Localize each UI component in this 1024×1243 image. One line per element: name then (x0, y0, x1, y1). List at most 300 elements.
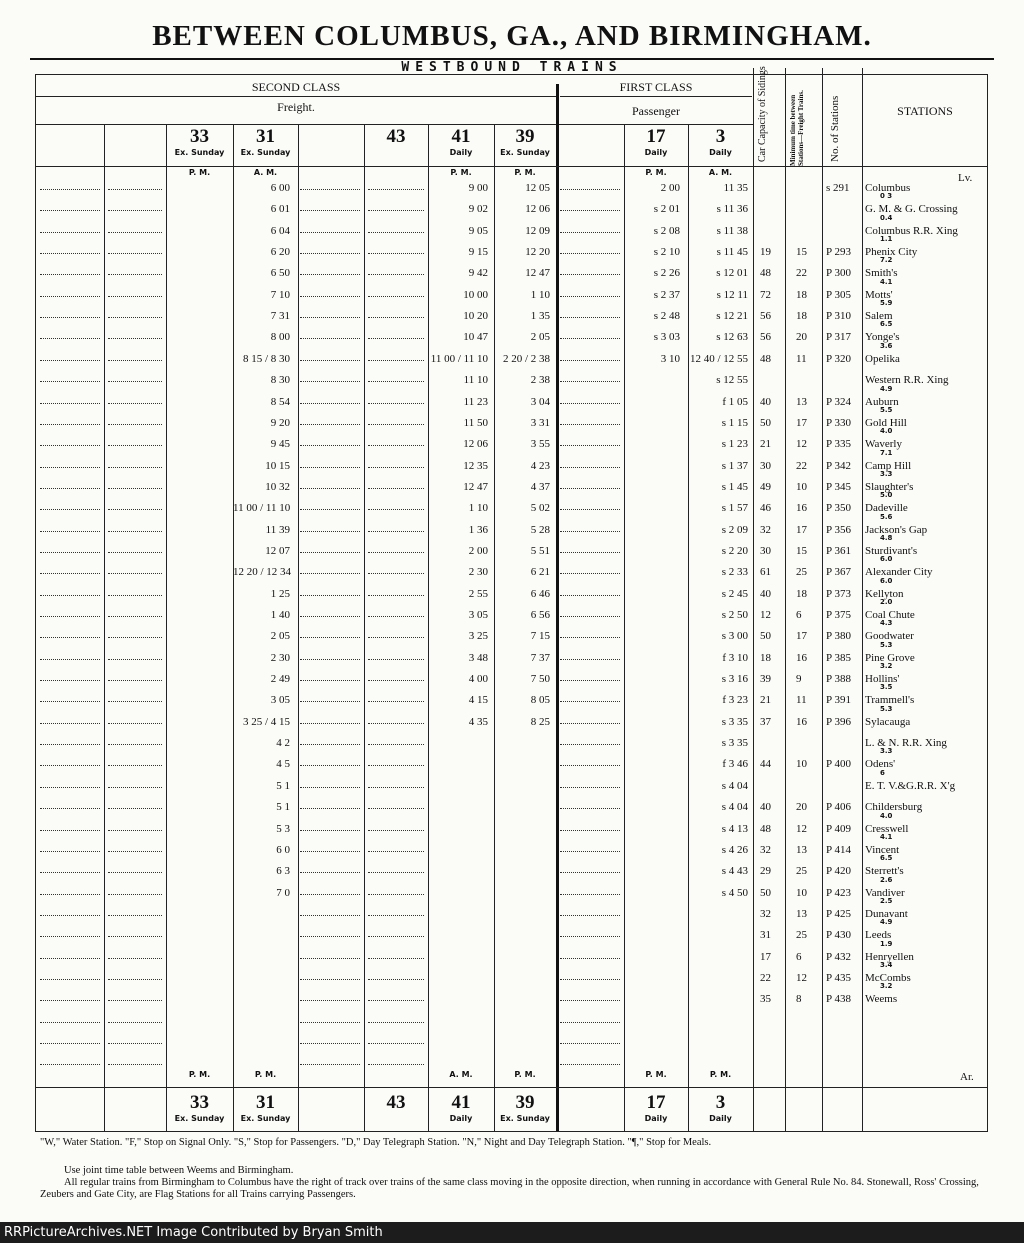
station-number: P 324 (826, 395, 851, 408)
dot-leader (108, 1022, 162, 1023)
car-capacity: 56 (760, 310, 771, 323)
station-miles: 6.5 (880, 320, 893, 329)
dot-leader (108, 894, 162, 895)
table-row (35, 619, 987, 647)
dot-leader (560, 296, 620, 297)
station-name: Opelika (865, 352, 900, 365)
car-capacity: 40 (760, 395, 771, 408)
dot-leader (40, 403, 100, 404)
dot-leader (40, 531, 100, 532)
time-t17 (624, 456, 680, 477)
header-rule (35, 124, 753, 125)
train-ampm-41: P. M. (450, 168, 472, 177)
time-t3: s 12 01 (716, 267, 748, 280)
time-t31: 2 05 (270, 630, 290, 643)
train-ampm-17: P. M. (645, 1070, 667, 1079)
time-t41: 1 36 (468, 523, 488, 536)
train-ampm-41: A. M. (449, 1070, 473, 1079)
note-2: All regular trains from Birmingham to Columbus have the right of track over trains of the same class moving in the opposite direction, when running in accordance with General Rule No. 84. Stonewall, Ross' Crossing, Zeubers and Gate City, are Flag Stations for all Trains carrying Passengers. (40, 1177, 979, 1200)
time-t17 (624, 819, 680, 840)
time-t39 (494, 883, 550, 904)
station-miles: 3.6 (880, 341, 893, 350)
time-t41: 9 05 (468, 224, 488, 237)
dot-leader (560, 701, 620, 702)
dot-leader (368, 830, 424, 831)
time-t3: f 3 10 (722, 651, 748, 664)
min-time: 8 (796, 993, 802, 1006)
dot-leader (368, 189, 424, 190)
time-t31: 6 04 (270, 224, 290, 237)
time-t17 (624, 776, 680, 797)
time-t39 (494, 797, 550, 818)
time-t3: s 12 55 (716, 374, 748, 387)
dot-leader (560, 787, 620, 788)
table-row (35, 427, 987, 455)
min-time: 6 (796, 609, 802, 621)
time-t3: s 4 50 (721, 886, 748, 899)
station-number: P 356 (826, 523, 851, 536)
time-t39: 6 46 (530, 587, 550, 600)
dot-leader (40, 616, 100, 617)
dot-leader (300, 296, 360, 297)
dot-leader (560, 595, 620, 596)
dot-leader (560, 851, 620, 852)
time-t17: s 2 26 (653, 267, 680, 280)
dot-leader (108, 744, 162, 745)
station-name: G. M. & G. Crossing (865, 203, 958, 216)
station-name: Cresswell (865, 822, 909, 835)
dot-leader (368, 680, 424, 681)
station-miles: 1.1 (880, 235, 893, 244)
dot-leader (40, 851, 100, 852)
table-row (35, 555, 987, 583)
dot-leader (300, 979, 360, 980)
dot-leader (560, 488, 620, 489)
station-miles: 5.9 (880, 299, 893, 308)
table-row (35, 256, 987, 284)
station-name: Camp Hill (865, 459, 912, 472)
table-row (35, 277, 987, 306)
time-t39: 2 38 (530, 374, 550, 387)
time-t31: 8 30 (270, 374, 290, 387)
dot-leader (300, 808, 360, 809)
time-t41 (428, 840, 488, 861)
time-t17 (624, 477, 680, 498)
time-t17: s 2 10 (653, 246, 680, 259)
station-miles: 5.3 (880, 704, 893, 713)
station-miles: 6.5 (880, 854, 893, 863)
car-capacity: 29 (760, 865, 771, 878)
table-row (35, 832, 987, 861)
table-row (35, 576, 987, 605)
time-t39 (494, 968, 550, 989)
table-row (35, 896, 987, 925)
time-t3: s 4 04 (721, 801, 748, 814)
table-row (35, 512, 987, 541)
time-t39: 7 37 (530, 651, 550, 664)
stations-header: STATIONS (897, 104, 953, 118)
dot-leader (40, 894, 100, 895)
dot-leader (300, 616, 360, 617)
dot-leader (40, 488, 100, 489)
station-miles: 4.0 (880, 427, 893, 436)
time-t17 (624, 498, 680, 519)
car-capacity (760, 733, 782, 754)
dot-leader (560, 403, 620, 404)
dot-leader (300, 1043, 360, 1044)
station-name: Yonge's (865, 331, 900, 344)
time-t31: 9 45 (270, 438, 290, 451)
station-number: P 406 (826, 801, 851, 814)
station-number (826, 370, 862, 391)
min-time: 15 (796, 246, 807, 259)
dot-leader (560, 552, 620, 553)
time-t31: 6 01 (270, 203, 290, 216)
time-t3: s 1 57 (721, 502, 748, 515)
train-ampm-31: A. M. (253, 168, 278, 177)
bottom-head-rule (35, 1087, 987, 1088)
car-capacity: 18 (760, 651, 771, 664)
station-number: P 330 (826, 416, 851, 429)
time-t3: s 3 16 (721, 673, 748, 686)
time-t17 (624, 541, 680, 562)
station-name: Sterrett's (865, 865, 904, 878)
min-time: 25 (796, 929, 807, 942)
min-time: 18 (796, 288, 807, 301)
time-t17 (624, 626, 680, 647)
time-t17 (624, 947, 680, 968)
car-capacity-header: Car Capacity of Sidings (757, 66, 768, 162)
dot-leader (40, 872, 100, 873)
time-t41 (428, 883, 488, 904)
time-t3: s 11 36 (716, 203, 748, 216)
time-t41 (428, 861, 488, 882)
dot-leader (300, 253, 360, 254)
car-capacity: 22 (760, 971, 771, 984)
time-t41 (428, 819, 488, 840)
car-capacity: 49 (760, 480, 771, 493)
min-time: 22 (796, 267, 807, 280)
dot-leader (108, 723, 162, 724)
car-capacity: 50 (760, 630, 771, 643)
table-row (35, 918, 987, 946)
dot-leader (300, 445, 360, 446)
time-t39: 7 15 (530, 630, 550, 643)
dot-leader (560, 210, 620, 211)
dot-leader (40, 744, 100, 745)
station-number: P 425 (826, 907, 851, 920)
dot-leader (560, 958, 620, 959)
station-miles: 4.9 (880, 384, 893, 393)
time-t3: 11 35 (723, 182, 748, 194)
train-note-41: Daily (449, 1114, 473, 1123)
dot-leader (108, 552, 162, 553)
dot-leader (368, 509, 424, 510)
dot-leader (108, 958, 162, 959)
table-row (35, 811, 987, 840)
dot-leader (108, 787, 162, 788)
passenger-header: Passenger (632, 104, 680, 118)
dot-leader (560, 381, 620, 382)
car-capacity: 50 (760, 886, 771, 899)
dot-leader (368, 232, 424, 233)
station-name: Phenix City (865, 246, 918, 259)
dot-leader (108, 1064, 162, 1065)
min-time (796, 776, 818, 797)
car-capacity: 21 (760, 694, 771, 707)
station-number: P 438 (826, 993, 851, 1006)
time-t17 (624, 904, 680, 925)
train-number-33: 33 (190, 126, 209, 147)
time-t41: 4 35 (468, 715, 488, 728)
dot-leader (368, 1022, 424, 1023)
dot-leader (40, 936, 100, 937)
time-t17 (624, 840, 680, 861)
first-class-header: FIRST CLASS (619, 80, 693, 94)
train-ampm-3: A. M. (708, 168, 733, 177)
time-t3: s 2 20 (721, 544, 748, 557)
train-number-41: 41 (451, 126, 471, 147)
station-number: P 409 (826, 822, 851, 835)
car-capacity (760, 199, 782, 220)
time-t3: s 4 13 (721, 822, 748, 835)
train-note-39: Ex. Sunday (500, 1114, 550, 1123)
min-time: 17 (796, 416, 807, 429)
ar-label: Ar. (960, 1071, 974, 1083)
train-note-41: Daily (449, 148, 473, 157)
station-miles: 3.3 (880, 469, 893, 478)
train-number-3: 3 (715, 1092, 726, 1113)
dot-leader (300, 210, 360, 211)
time-t39: 8 25 (530, 715, 550, 728)
time-t31: 5 3 (276, 822, 290, 835)
dot-leader (40, 253, 100, 254)
dot-leader (560, 659, 620, 660)
dot-leader (40, 424, 100, 425)
train-note-39: Ex. Sunday (500, 148, 550, 157)
station-name: Sylacauga (865, 715, 911, 728)
dot-leader (108, 232, 162, 233)
table-row (35, 235, 987, 263)
station-miles: 0.4 (880, 213, 893, 222)
min-time-header: Minimum time between Stations—Freight Trains. (789, 90, 805, 166)
dot-leader (108, 210, 162, 211)
car-capacity: 48 (760, 267, 771, 280)
dot-leader (560, 189, 620, 190)
station-name: Gold Hill (865, 416, 907, 429)
dot-leader (300, 659, 360, 660)
station-miles: 6 (880, 768, 885, 777)
second-class-header: SECOND CLASS (251, 80, 341, 94)
dot-leader (300, 830, 360, 831)
dot-leader (108, 936, 162, 937)
time-t41: 4 00 (468, 673, 488, 686)
station-miles: 2.0 (880, 598, 893, 606)
time-t39 (494, 989, 550, 1010)
station-name: Childersburg (865, 801, 923, 814)
time-t39: 12 09 (525, 224, 550, 237)
time-t31: 8 00 (270, 331, 290, 344)
station-miles: 4.0 (880, 811, 893, 820)
min-time (796, 370, 818, 391)
dot-leader (368, 701, 424, 702)
time-t31: 12 20 / 12 34 (233, 566, 292, 579)
dot-leader (560, 338, 620, 339)
dot-leader (560, 360, 620, 361)
time-t17: s 3 03 (653, 331, 680, 344)
time-t41: 11 00 / 11 10 (430, 352, 488, 365)
station-miles: 7.2 (880, 256, 893, 265)
train-number-17: 17 (646, 1092, 666, 1113)
dot-leader (108, 701, 162, 702)
dot-leader (300, 552, 360, 553)
dot-leader (108, 765, 162, 766)
dot-leader (368, 958, 424, 959)
time-t31: 7 31 (270, 310, 290, 323)
min-time: 16 (796, 651, 807, 664)
station-number: P 396 (826, 715, 851, 728)
train-note-33: Ex. Sunday (174, 1114, 225, 1123)
dot-leader (300, 936, 360, 937)
station-miles: 3.4 (880, 960, 893, 969)
dot-leader (560, 979, 620, 980)
time-t31 (233, 968, 290, 989)
car-capacity: 37 (760, 715, 771, 728)
dot-leader (368, 488, 424, 489)
dot-leader (108, 830, 162, 831)
car-capacity: 32 (760, 523, 771, 536)
time-t17: s 2 48 (653, 310, 680, 323)
min-time: 13 (796, 843, 807, 856)
min-time: 20 (796, 801, 807, 814)
dot-leader (40, 360, 100, 361)
car-capacity: 44 (760, 758, 771, 771)
frame-bottom (35, 1131, 987, 1132)
dot-leader (560, 253, 620, 254)
time-t41: 9 00 (468, 182, 488, 194)
station-name: Alexander City (865, 566, 933, 579)
dot-leader (368, 659, 424, 660)
dot-leader (300, 701, 360, 702)
time-t31 (233, 904, 290, 925)
time-t17: s 2 01 (653, 203, 680, 216)
dot-leader (560, 274, 620, 275)
dot-leader (40, 232, 100, 233)
dot-leader (108, 189, 162, 190)
table-row (35, 797, 987, 818)
table-row (35, 960, 987, 989)
car-capacity: 35 (760, 993, 771, 1006)
dot-leader (40, 830, 100, 831)
time-t41: 1 10 (468, 502, 488, 515)
car-capacity: 40 (760, 587, 771, 600)
car-capacity: 50 (760, 416, 771, 429)
train-number-41: 41 (451, 1092, 471, 1113)
time-t3: s 12 11 (716, 288, 748, 301)
station-number: P 293 (826, 246, 851, 259)
train-note-17: Daily (644, 148, 668, 157)
time-t3: s 11 45 (716, 246, 748, 259)
station-name: Motts' (865, 288, 893, 301)
time-t3: s 12 63 (716, 331, 748, 344)
dot-leader (40, 808, 100, 809)
dot-leader (40, 445, 100, 446)
table-row (35, 733, 987, 754)
dot-leader (108, 595, 162, 596)
time-t3: s 3 35 (721, 737, 748, 750)
dot-leader (560, 509, 620, 510)
table-row (35, 533, 987, 562)
table-row (35, 683, 987, 711)
dot-leader (368, 616, 424, 617)
min-time: 6 (796, 950, 802, 963)
station-name: L. & N. R.R. Xing (865, 737, 947, 750)
time-t39 (494, 925, 550, 946)
dot-leader (300, 744, 360, 745)
station-miles: 1.9 (880, 939, 893, 948)
dot-leader (40, 552, 100, 553)
car-capacity: 32 (760, 907, 771, 920)
empty-row (35, 1011, 987, 1032)
train-number-33: 33 (190, 1092, 209, 1113)
dot-leader (368, 851, 424, 852)
time-t39: 4 23 (530, 459, 550, 472)
dot-leader (368, 979, 424, 980)
dot-leader (108, 467, 162, 468)
station-number: P 342 (826, 459, 851, 472)
time-t31: 6 3 (276, 865, 290, 878)
dot-leader (40, 509, 100, 510)
time-t31: 8 54 (270, 395, 290, 408)
time-t39: 12 05 (525, 182, 550, 194)
dot-leader (560, 680, 620, 681)
station-miles: 6.0 (880, 555, 893, 564)
dot-leader (40, 680, 100, 681)
dot-leader (40, 765, 100, 766)
station-number: P 423 (826, 886, 851, 899)
time-t31: 12 07 (265, 544, 290, 557)
dot-leader (300, 488, 360, 489)
time-t31: 9 20 (270, 416, 290, 429)
min-time: 20 (796, 331, 807, 344)
min-time: 13 (796, 395, 807, 408)
dot-leader (368, 467, 424, 468)
min-time: 16 (796, 502, 807, 515)
dot-leader (108, 360, 162, 361)
car-capacity: 48 (760, 822, 771, 835)
dot-leader (40, 381, 100, 382)
legend: "W," Water Station. "F," Stop on Signal Only. "S," Stop for Passengers. "D," Day Telegraph Station. "N," Night and Day Telegraph Station. "¶," Stop for Meals. (40, 1137, 712, 1148)
time-t41 (428, 925, 488, 946)
table-row (35, 854, 987, 882)
min-time: 17 (796, 523, 807, 536)
min-time: 12 (796, 971, 807, 984)
table-row (35, 341, 987, 370)
dot-leader (300, 467, 360, 468)
table-row (35, 982, 987, 1010)
min-time: 18 (796, 587, 807, 600)
dot-leader (300, 381, 360, 382)
dot-leader (368, 894, 424, 895)
time-t17 (624, 733, 680, 754)
time-t39 (494, 861, 550, 882)
dot-leader (300, 531, 360, 532)
dot-leader (560, 616, 620, 617)
table-row (35, 192, 987, 220)
train-ampm-39: P. M. (514, 168, 536, 177)
time-t41: 3 25 (468, 630, 488, 643)
station-miles: 2.6 (880, 875, 893, 884)
